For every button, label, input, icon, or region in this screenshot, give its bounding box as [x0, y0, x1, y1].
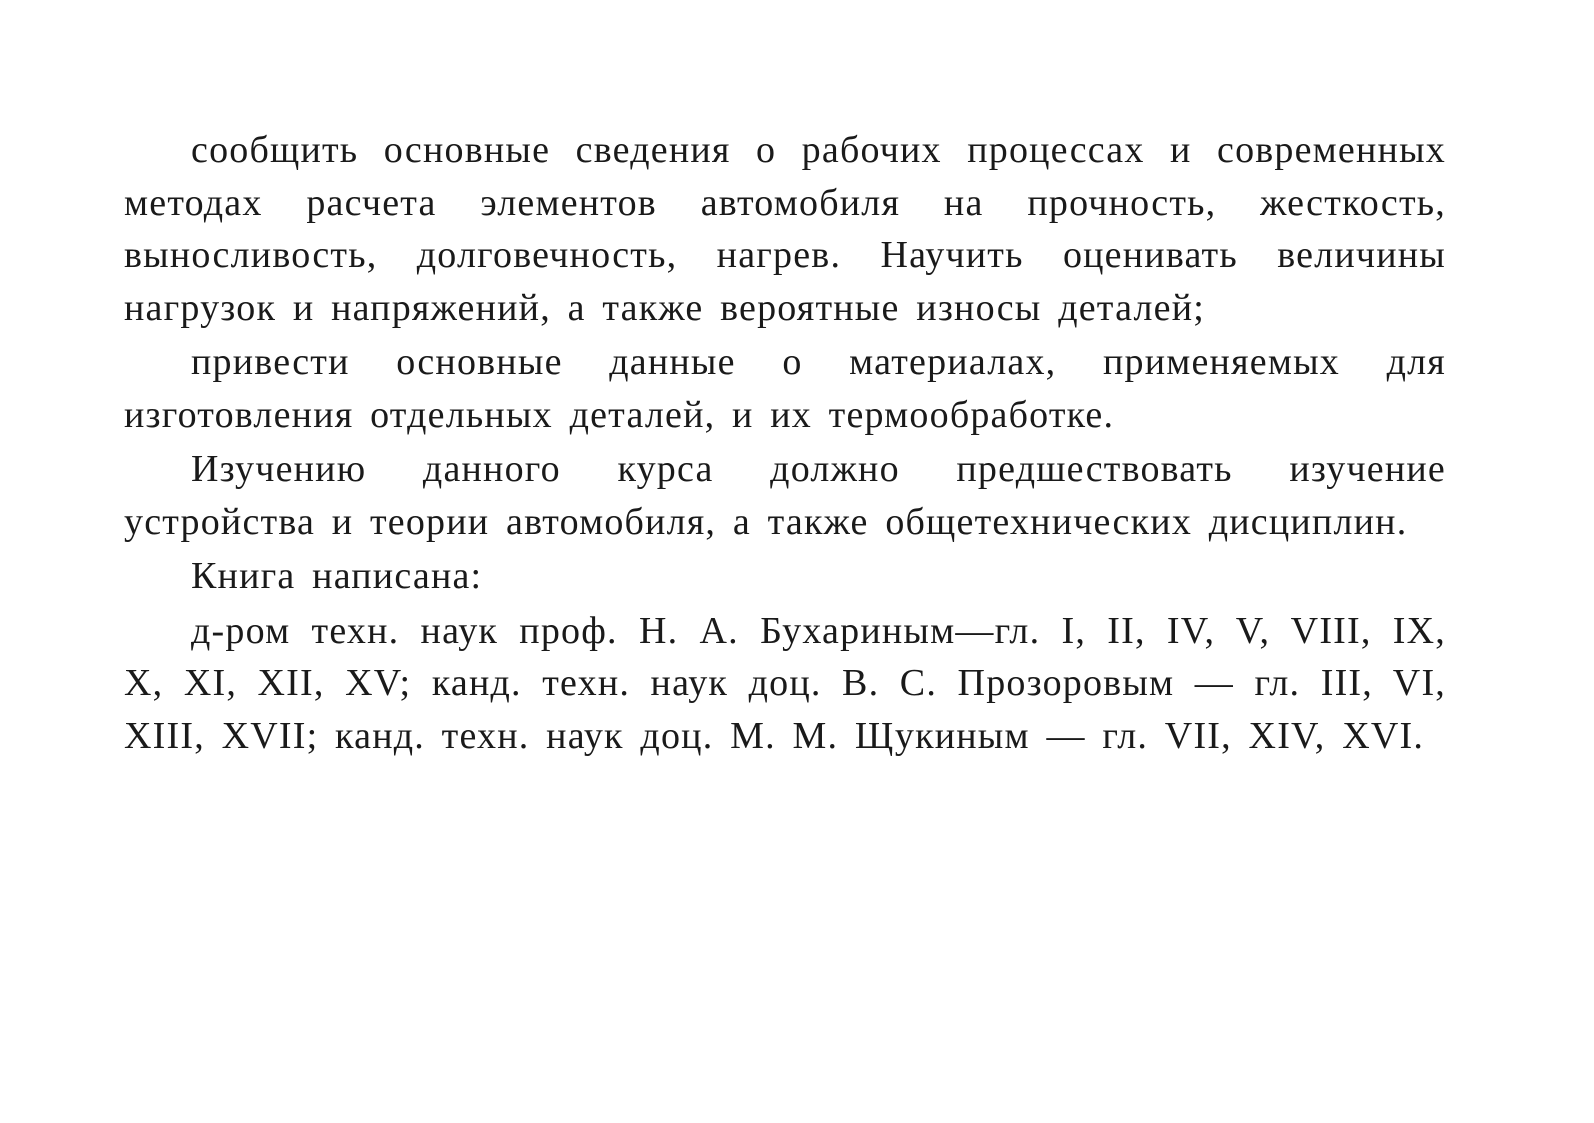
paragraph-goals: сообщить основные сведения о рабочих процессах и современных методах расчета элементов автомобиля на прочность, жесткость, выносливость, долговечность, нагрев. Научить оценивать величины нагрузок и напряжений, а также вероятные износы деталей; — [124, 129, 1446, 329]
paragraph-authors-heading: Книга написана: — [191, 555, 483, 597]
paragraph-materials: привести основные данные о материалах, применяемых для изготовления отдельных деталей, и их термообработке. — [124, 341, 1446, 436]
paragraph-authors-list: д-ром техн. наук проф. Н. А. Бухариным—гл. I, II, IV, V, VIII, IX, X, XI, XII, XV; канд. техн. наук доц. В. С. Прозоровым — гл. III, VI, XIII, XVII; канд. техн. наук доц. М. М. Щукиным — гл. VII, XIV, XVI. — [124, 609, 1446, 757]
body-text — [124, 124, 1446, 762]
paragraph-prerequisites: Изучению данного курса должно предшествовать изучение устройства и теории автомобиля, а также общетехнических дисциплин. — [124, 448, 1446, 543]
